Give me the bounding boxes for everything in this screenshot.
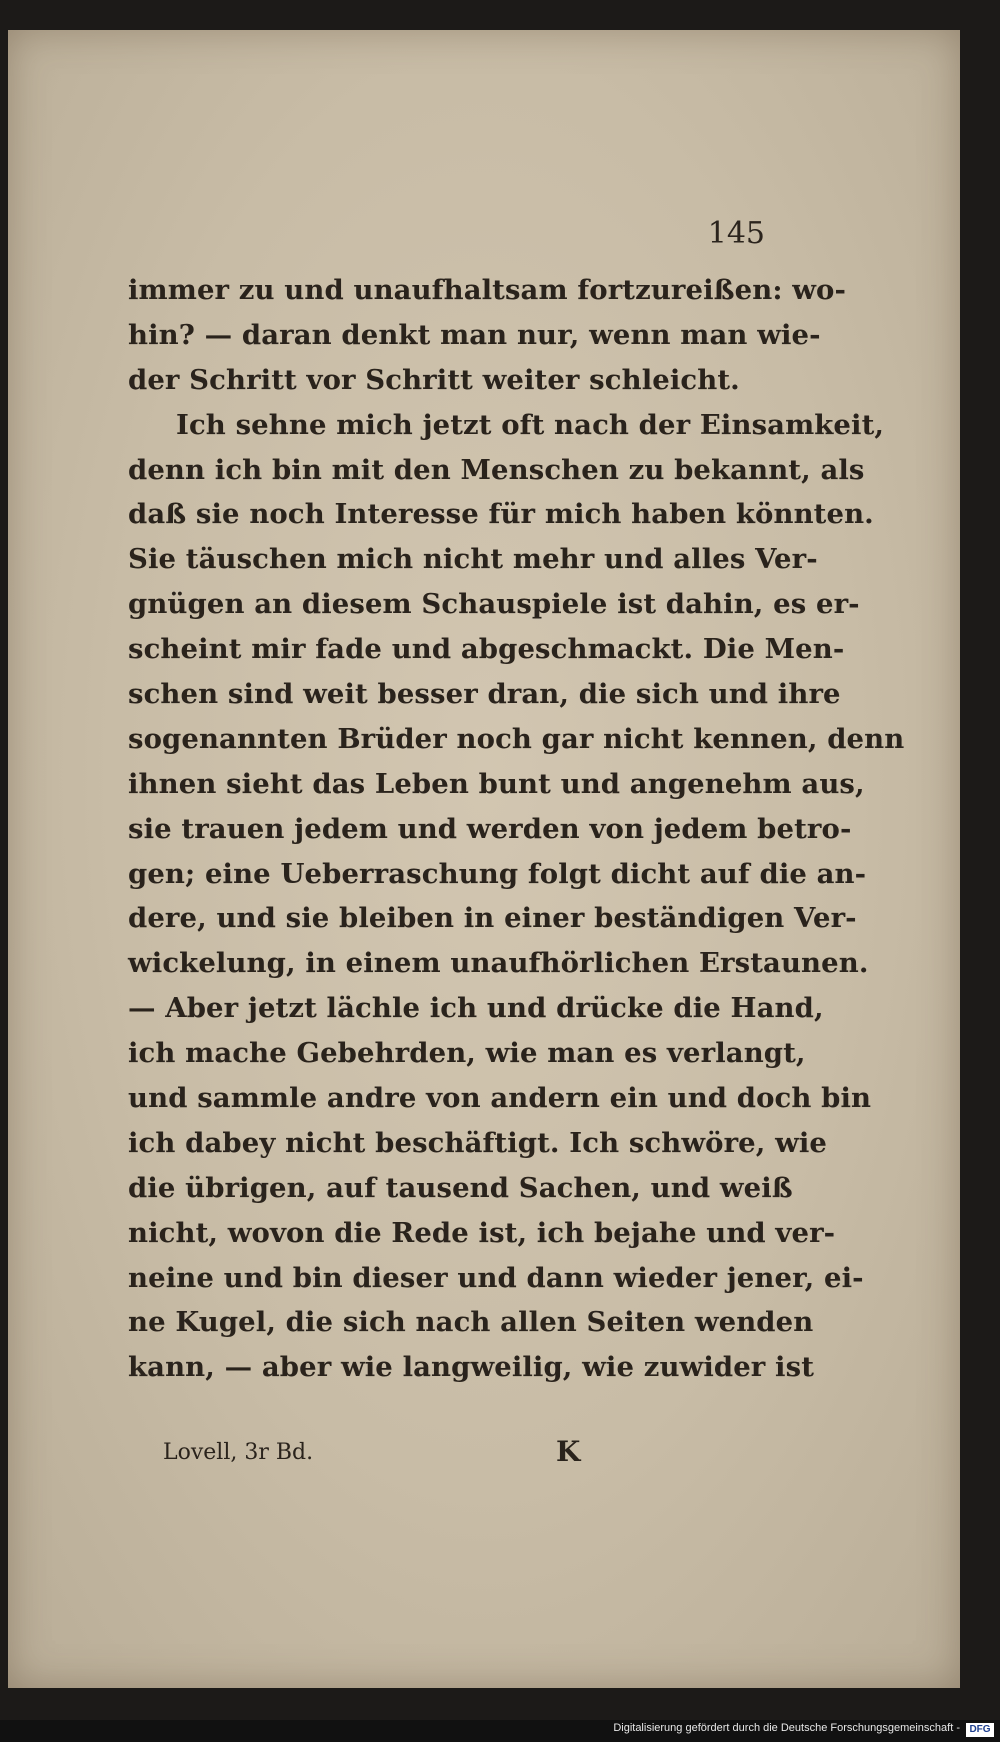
text-line: die übrigen, auf tausend Sachen, und weiß	[128, 1171, 793, 1204]
text-line: nicht, wovon die Rede ist, ich bejahe und ver-	[128, 1216, 836, 1249]
text-line: hin? — daran denkt man nur, wenn man wie-	[128, 318, 821, 351]
text-line: Ich sehne mich jetzt oft nach der Einsamkeit,	[176, 408, 885, 441]
text-line: gnügen an diesem Schauspiele ist dahin, es er-	[128, 588, 860, 621]
text-line: schen sind weit besser dran, die sich und ihre	[128, 678, 841, 711]
footer-sheet-mark: K	[556, 1435, 581, 1468]
text-line: daß sie noch Interesse für mich haben könnten.	[128, 498, 874, 531]
text-line: kann, — aber wie langweilig, wie zuwider ist	[128, 1351, 814, 1384]
body-text	[128, 268, 905, 1390]
book-page	[8, 30, 960, 1688]
text-line: dere, und sie bleiben in einer beständigen Ver-	[128, 902, 857, 935]
text-line: — Aber jetzt lächle ich und drücke die Hand,	[128, 992, 824, 1025]
digitization-credit: Digitalisierung gefördert durch die Deutsche Forschungsgemeinschaft -	[613, 1722, 960, 1734]
footer-signature: Lovell, 3r Bd.	[163, 1440, 314, 1465]
text-line: neine und bin dieser und dann wieder jener, ei-	[128, 1261, 864, 1294]
text-line: gen; eine Ueberraschung folgt dicht auf die an-	[128, 857, 867, 890]
text-line: immer zu und unaufhaltsam fortzureißen: wo-	[128, 274, 846, 306]
page-number: 145	[707, 216, 765, 251]
text-line: ne Kugel, die sich nach allen Seiten wenden	[128, 1306, 814, 1339]
text-line: ich dabey nicht beschäftigt. Ich schwöre, wie	[128, 1126, 828, 1159]
text-line: der Schritt vor Schritt weiter schleicht.	[128, 363, 740, 396]
dfg-logo: DFG	[966, 1723, 994, 1737]
text-line: sie trauen jedem und werden von jedem betro-	[128, 812, 852, 845]
text-line: und sammle andre von andern ein und doch bin	[128, 1082, 872, 1115]
text-line: scheint mir fade und abgeschmackt. Die Men-	[128, 633, 845, 666]
text-line: ihnen sieht das Leben bunt und angenehm aus,	[128, 767, 865, 800]
text-line: sogenannten Brüder noch gar nicht kennen, denn	[128, 722, 905, 755]
text-line: Sie täuschen mich nicht mehr und alles Ver-	[128, 543, 818, 576]
text-line: denn ich bin mit den Menschen zu bekannt, als	[128, 453, 865, 486]
text-line: ich mache Gebehrden, wie man es verlangt,	[128, 1037, 806, 1070]
text-line: wickelung, in einem unaufhörlichen Erstaunen.	[128, 947, 869, 980]
